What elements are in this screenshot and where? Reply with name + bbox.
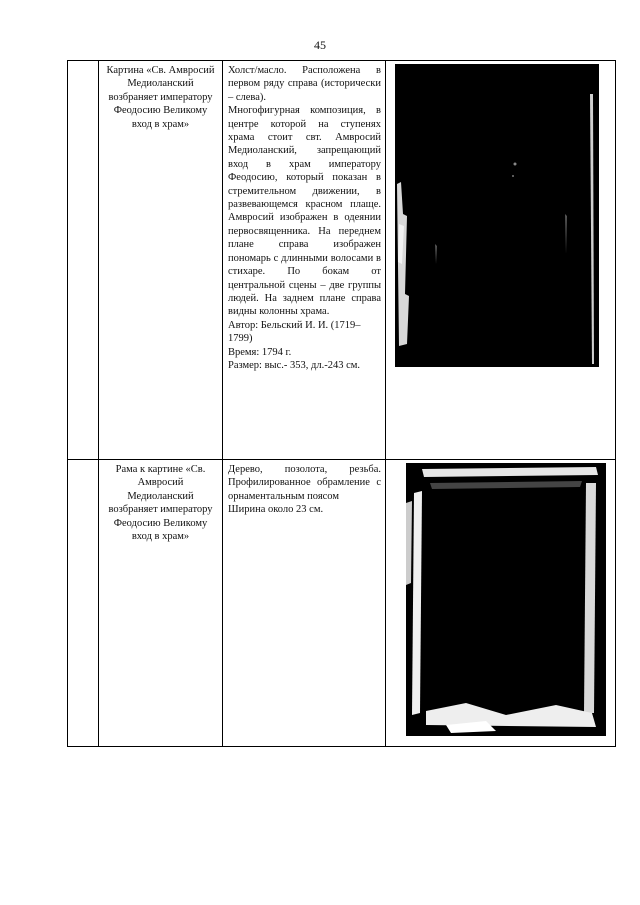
description-paragraph: Дерево, позолота, резьба. Профилированное обрамление с орнаментальным поясом (228, 464, 381, 502)
table-row (68, 61, 616, 460)
page-number: 45 (314, 38, 326, 52)
item-photo-cell (386, 61, 616, 460)
description-size: Размер: выс.- 353, дл.-243 см. (228, 359, 361, 371)
description-paragraph: Многофигурная композиция, в центре которой на ступенях храма стоит свт. Амвросий Медиоланский, запрещающий вход в храм императору Феодосию, который показан в стремительном движении, в развевающемся красном плаще. Амвросий изображен в одеянии первосвященника. На переднем плане справа изображен пономарь с длинными волосами в стихаре. По бокам от центральной сцены – две группы людей. На заднем плане справа видны колонны храма. (228, 105, 381, 318)
description-paragraph: Холст/масло. Расположена в первом ряду справа (исторически – слева). (228, 65, 381, 103)
description-author: Автор: Бельский И. И. (1719–1799) (228, 319, 361, 345)
inventory-table (67, 60, 616, 747)
item-name-cell: Рама к картине «Св. Амвросий Медиоланский возбраняет императору Феодосию Великому вход в храм» (99, 460, 223, 747)
painting-photo (395, 64, 599, 367)
row-number-cell (68, 61, 99, 460)
description-date: Время: 1794 г. (228, 346, 292, 358)
table-row (68, 460, 616, 747)
item-description-cell (223, 61, 386, 460)
item-description-cell (223, 460, 386, 747)
item-photo-cell (386, 460, 616, 747)
description-width: Ширина около 23 см. (228, 504, 324, 516)
frame-photo (406, 463, 606, 736)
row-number-cell (68, 460, 99, 747)
item-name-cell: Картина «Св. Амвросий Медиоланский возбраняет императору Феодосию Великому вход в храм» (99, 61, 223, 460)
